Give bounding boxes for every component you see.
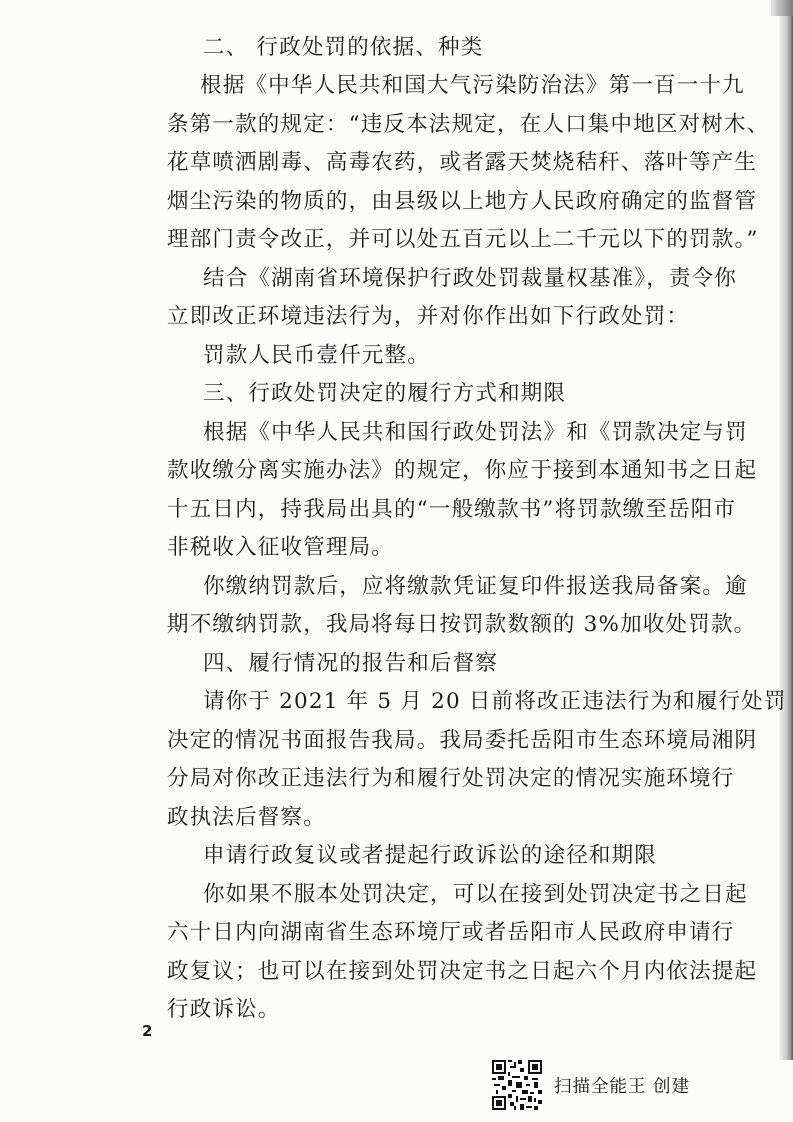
text-line: 请你于 2021 年 5 月 20 日前将改正违法行为和履行处罚 [203, 689, 787, 714]
page-number: 2 [142, 1022, 153, 1040]
text-line: 你如果不服本处罚决定，可以在接到处罚决定书之日起 [203, 882, 748, 907]
text-line: 立即改正环境违法行为，并对你作出如下行政处罚： [167, 304, 690, 329]
text-line: 十五日内，持我局出具的“一般缴款书”将罚款缴至岳阳市 [167, 497, 737, 522]
text-line: 花草喷洒剧毒、高毒农药，或者露天焚烧秸秆、落叶等产生 [167, 150, 758, 175]
text-line: 结合《湖南省环境保护行政处罚裁量权基准》，责令你 [203, 266, 738, 291]
text-line: 六十日内向湖南省生态环境厅或者岳阳市人民政府申请行 [167, 920, 735, 945]
text-line: 根据《中华人民共和国大气污染防治法》第一百一十九 [200, 73, 745, 98]
section-heading-4: 四、履行情况的报告和后督察 [203, 651, 499, 676]
text-line: 款收缴分离实施办法》的规定，你应于接到本通知书之日起 [167, 458, 758, 483]
scanner-watermark [492, 1060, 690, 1110]
section-heading-3: 三、行政处罚决定的履行方式和期限 [203, 381, 567, 406]
text-line: 行政诉讼。 [167, 997, 281, 1022]
text-line: 决定的情况书面报告我局。我局委托岳阳市生态环境局湘阴 [167, 728, 758, 753]
scan-edge-shadow [779, 0, 793, 1060]
text-line: 条第一款的规定：“违反本法规定，在人口集中地区对树木、 [167, 112, 770, 137]
text-line: 你缴纳罚款后，应将缴款凭证复印件报送我局备案。逾 [203, 574, 748, 599]
text-line: 烟尘污染的物质的，由县级以上地方人民政府确定的监督管 [167, 189, 758, 214]
scanner-credit-text: 扫描全能王 创建 [554, 1076, 691, 1097]
penalty-amount: 罚款人民币壹仟元整。 [203, 343, 431, 368]
scan-corner-shadow [771, 0, 793, 16]
text-line: 分局对你改正违法行为和履行处罚决定的情况实施环境行 [167, 766, 735, 791]
qr-code-icon [492, 1060, 542, 1110]
text-line: 非税收入征收管理局。 [167, 535, 395, 560]
text-line: 政复议；也可以在接到处罚决定书之日起六个月内依法提起 [167, 959, 758, 984]
section-heading-5: 申请行政复议或者提起行政诉讼的途径和期限 [203, 843, 658, 868]
text-line: 期不缴纳罚款，我局将每日按罚款数额的 3%加收处罚款。 [167, 612, 757, 637]
text-line: 理部门责令改正，并可以处五百元以上二千元以下的罚款。” [167, 227, 759, 252]
text-line: 根据《中华人民共和国行政处罚法》和《罚款决定与罚 [203, 420, 748, 445]
text-line: 政执法后督察。 [167, 805, 326, 830]
section-heading-2: 二、 行政处罚的依据、种类 [203, 35, 484, 60]
